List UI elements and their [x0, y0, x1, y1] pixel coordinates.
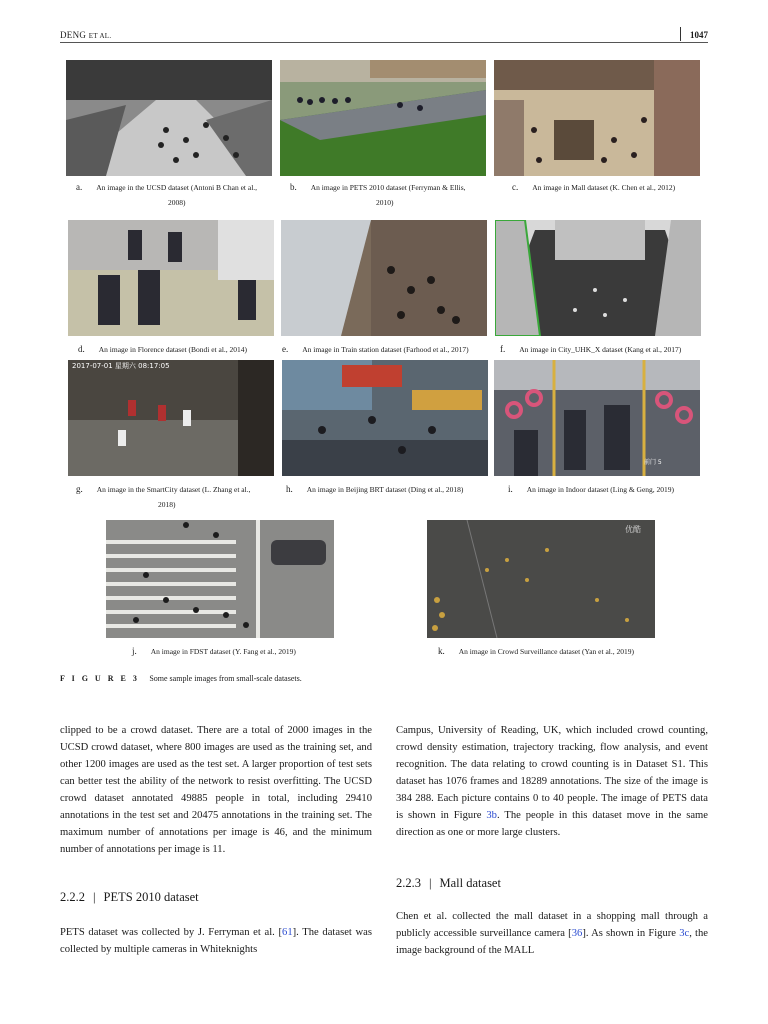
section-heading-mall: 2.2.3 | Mall dataset	[396, 876, 501, 890]
image-smartcity	[68, 360, 274, 476]
image-crowd-surveillance	[427, 520, 655, 638]
image-ucsd	[66, 60, 272, 176]
indoor-watermark: 前门 5	[644, 459, 662, 466]
caption-c: c. An image in Mall dataset (K. Chen et al., 2012)	[512, 182, 676, 192]
caption-b: b. An image in PETS 2010 dataset (Ferryman & Ellis, 2010)	[290, 182, 466, 207]
ref-link-61[interactable]: 61	[282, 927, 293, 938]
running-head-authors: DENG ET AL.	[60, 30, 112, 40]
image-train-station	[281, 220, 487, 336]
header-divider	[680, 27, 681, 41]
right-paragraph-2: Chen et al. collected the mall dataset in a shopping mall through a publicly accessible surveillance camera [36]. As shown in Figure 3c, the image background of the MALL	[396, 911, 708, 956]
page-number: 1047	[690, 30, 708, 40]
surveillance-watermark: 优酷	[625, 525, 641, 534]
header-rule	[60, 42, 708, 43]
image-fdst	[106, 520, 334, 638]
image-city-uhk	[495, 220, 701, 336]
caption-g: g. An image in the SmartCity dataset (L. Zhang et al., 2018)	[76, 484, 251, 509]
figure-link-3c[interactable]: 3c	[679, 928, 690, 939]
figure-link-3b[interactable]: 3b	[486, 810, 497, 821]
caption-d: d. An image in Florence dataset (Bondi et al., 2014)	[78, 344, 248, 354]
image-mall	[494, 60, 700, 176]
image-pets	[280, 60, 486, 176]
right-paragraph-1: Campus, University of Reading, UK, which included crowd counting, crowd density estimation, trajectory tracking, flow analysis, and event recognition. The data relating to crowd counting is in Dataset S1. This dataset has 1076 frames and 18289 annotations. The size of the image is 384 288. Each picture contains 0 to 40 people. The image of PETS data is shown in Figure 3b. The people in this dataset move in the same direction as one or more large clusters.	[396, 725, 708, 838]
image-indoor	[494, 360, 700, 476]
figure-caption: F I G U R E 3 Some sample images from small-scale datasets.	[60, 674, 302, 683]
image-florence	[68, 220, 274, 336]
figure-label: F I G U R E 3	[60, 674, 140, 683]
caption-j: j. An image in FDST dataset (Y. Fang et al., 2019)	[132, 646, 296, 656]
caption-h: h. An image in Beijing BRT dataset (Ding et al., 2018)	[286, 484, 464, 494]
caption-k: k. An image in Crowd Surveillance dataset (Yan et al., 2019)	[438, 646, 634, 656]
section-heading-pets: 2.2.2 | PETS 2010 dataset	[60, 890, 199, 904]
caption-a: a. An image in the UCSD dataset (Antoni B Chan et al., 2008)	[76, 182, 258, 207]
image-beijing-brt	[282, 360, 488, 476]
caption-f: f. An image in City_UHK_X dataset (Kang et al., 2017)	[500, 344, 682, 354]
caption-e: e. An image in Train station dataset (Farhood et al., 2017)	[282, 344, 469, 354]
smartcity-timestamp: 2017-07-01 星期六 08:17:05	[72, 362, 170, 370]
ref-link-36[interactable]: 36	[571, 928, 583, 939]
left-paragraph-2: PETS dataset was collected by J. Ferryman et al. [61]. The dataset was collected by multiple cameras in Whiteknights	[60, 927, 372, 955]
left-paragraph-1: clipped to be a crowd dataset. There are a total of 2000 images in the UCSD crowd dataset, where 800 images are used as the training set, and other 1200 images are used as the test set. A larger proportion of test sets can better test the ability of the network to resist overfitting. The UCSD crowd dataset annotated 49885 people in total, including 29410 annotations in the test set and 20475 annotations in the training set. The maximum number of annotations per image is 46, and the minimum number of annotations per image is 11.	[60, 725, 372, 855]
running-head-etal: ET AL.	[88, 32, 112, 40]
caption-i: i. An image in Indoor dataset (Ling & Geng, 2019)	[508, 484, 675, 494]
